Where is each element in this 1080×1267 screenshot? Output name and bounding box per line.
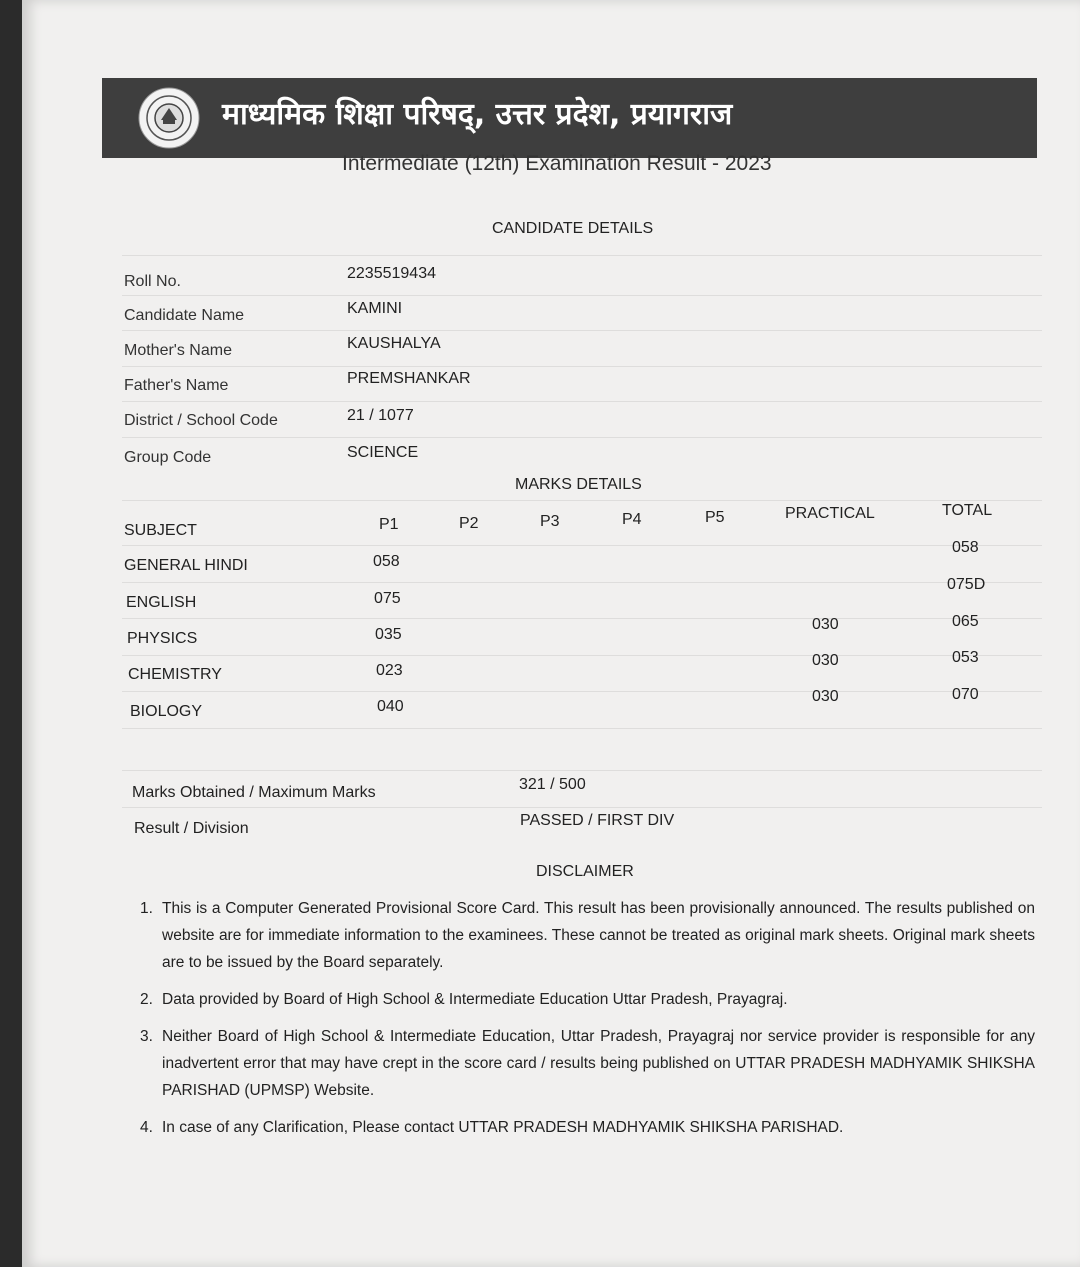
subject-name: ENGLISH (126, 594, 197, 611)
candidate-name-label: Candidate Name (124, 307, 245, 324)
rule (122, 807, 1042, 808)
practical-marks: 030 (812, 688, 839, 705)
total-marks: 058 (952, 539, 979, 556)
group-code-value: SCIENCE (347, 444, 419, 461)
col-total: TOTAL (942, 502, 993, 519)
col-subject: SUBJECT (124, 522, 197, 539)
p1-marks: 023 (376, 662, 403, 679)
list-number: 2. (140, 991, 153, 1008)
header-banner (102, 78, 1037, 158)
subject-name: CHEMISTRY (128, 666, 222, 683)
col-p2: P2 (459, 515, 479, 532)
total-marks: 065 (952, 613, 979, 630)
upmsp-emblem-icon (137, 86, 201, 150)
col-p4: P4 (622, 511, 642, 528)
list-number: 3. (140, 1028, 153, 1045)
p1-marks: 040 (377, 698, 404, 715)
list-text: In case of any Clarification, Please contact UTTAR PRADESH MADHYAMIK SHIKSHA PARISHAD. (162, 1119, 844, 1136)
board-name: माध्यमिक शिक्षा परिषद्, उत्तर प्रदेश, प्रयागराज (222, 97, 733, 132)
rule (122, 770, 1042, 771)
rule (122, 545, 1042, 546)
total-marks: 053 (952, 649, 979, 666)
roll-no-value: 2235519434 (347, 265, 436, 282)
col-p5: P5 (705, 509, 725, 526)
list-text: Data provided by Board of High School & Intermediate Education Uttar Pradesh, Prayagraj. (162, 991, 788, 1008)
candidate-name-value: KAMINI (347, 300, 403, 317)
subject-name: GENERAL HINDI (124, 557, 248, 574)
mother-name-value: KAUSHALYA (347, 335, 441, 352)
rule (122, 655, 1042, 656)
rule (122, 618, 1042, 619)
rule (122, 255, 1042, 256)
disclaimer-heading: DISCLAIMER (536, 863, 634, 880)
total-marks: 070 (952, 686, 979, 703)
practical-marks: 030 (812, 616, 839, 633)
disclaimer-list (140, 895, 1035, 1151)
col-p1: P1 (379, 516, 399, 533)
p1-marks: 075 (374, 590, 401, 607)
subject-name: PHYSICS (127, 630, 198, 647)
rule (122, 500, 1042, 501)
list-item (140, 895, 1035, 976)
father-name-value: PREMSHANKAR (347, 370, 471, 387)
rule (122, 437, 1042, 438)
result-division-label: Result / Division (134, 820, 249, 837)
list-item (140, 1114, 1035, 1141)
district-school-code-label: District / School Code (124, 412, 278, 429)
rule (122, 330, 1042, 331)
marks-obtained-value: 321 / 500 (519, 776, 586, 793)
father-name-label: Father's Name (124, 377, 229, 394)
exam-title: Intermediate (12th) Examination Result - 2023 (342, 152, 772, 175)
list-text: Neither Board of High School & Intermediate Education, Uttar Pradesh, Prayagraj nor service provider is responsible for any inadvertent error that may have crept in the score card / results being published on UTTAR PRADESH MADHYAMIK SHIKSHA PARISHAD (UPMSP) Website. (162, 1028, 1035, 1099)
col-p3: P3 (540, 513, 560, 530)
candidate-details-heading: CANDIDATE DETAILS (492, 220, 654, 237)
roll-no-label: Roll No. (124, 273, 181, 290)
group-code-label: Group Code (124, 449, 212, 466)
mother-name-label: Mother's Name (124, 342, 232, 359)
total-marks: 075D (947, 576, 986, 593)
list-text: This is a Computer Generated Provisional Score Card. This result has been provisionally announced. The results published on website are for immediate information to the examinees. These cannot be treated as original mark sheets. Original mark sheets are to be issued by the Board separately. (162, 900, 1035, 971)
practical-marks: 030 (812, 652, 839, 669)
district-school-code-value: 21 / 1077 (347, 407, 414, 424)
rule (122, 728, 1042, 729)
p1-marks: 035 (375, 626, 402, 643)
result-division-value: PASSED / FIRST DIV (520, 812, 675, 829)
list-item (140, 1023, 1035, 1104)
subject-name: BIOLOGY (130, 703, 203, 720)
p1-marks: 058 (373, 553, 400, 570)
rule (122, 295, 1042, 296)
rule (122, 582, 1042, 583)
rule (122, 401, 1042, 402)
list-item (140, 986, 1035, 1013)
col-practical: PRACTICAL (785, 505, 875, 522)
list-number: 4. (140, 1119, 153, 1136)
list-number: 1. (140, 900, 153, 917)
rule (122, 366, 1042, 367)
result-sheet (22, 0, 1080, 1267)
marks-obtained-label: Marks Obtained / Maximum Marks (132, 784, 376, 801)
marks-details-heading: MARKS DETAILS (515, 476, 642, 493)
rule (122, 691, 1042, 692)
